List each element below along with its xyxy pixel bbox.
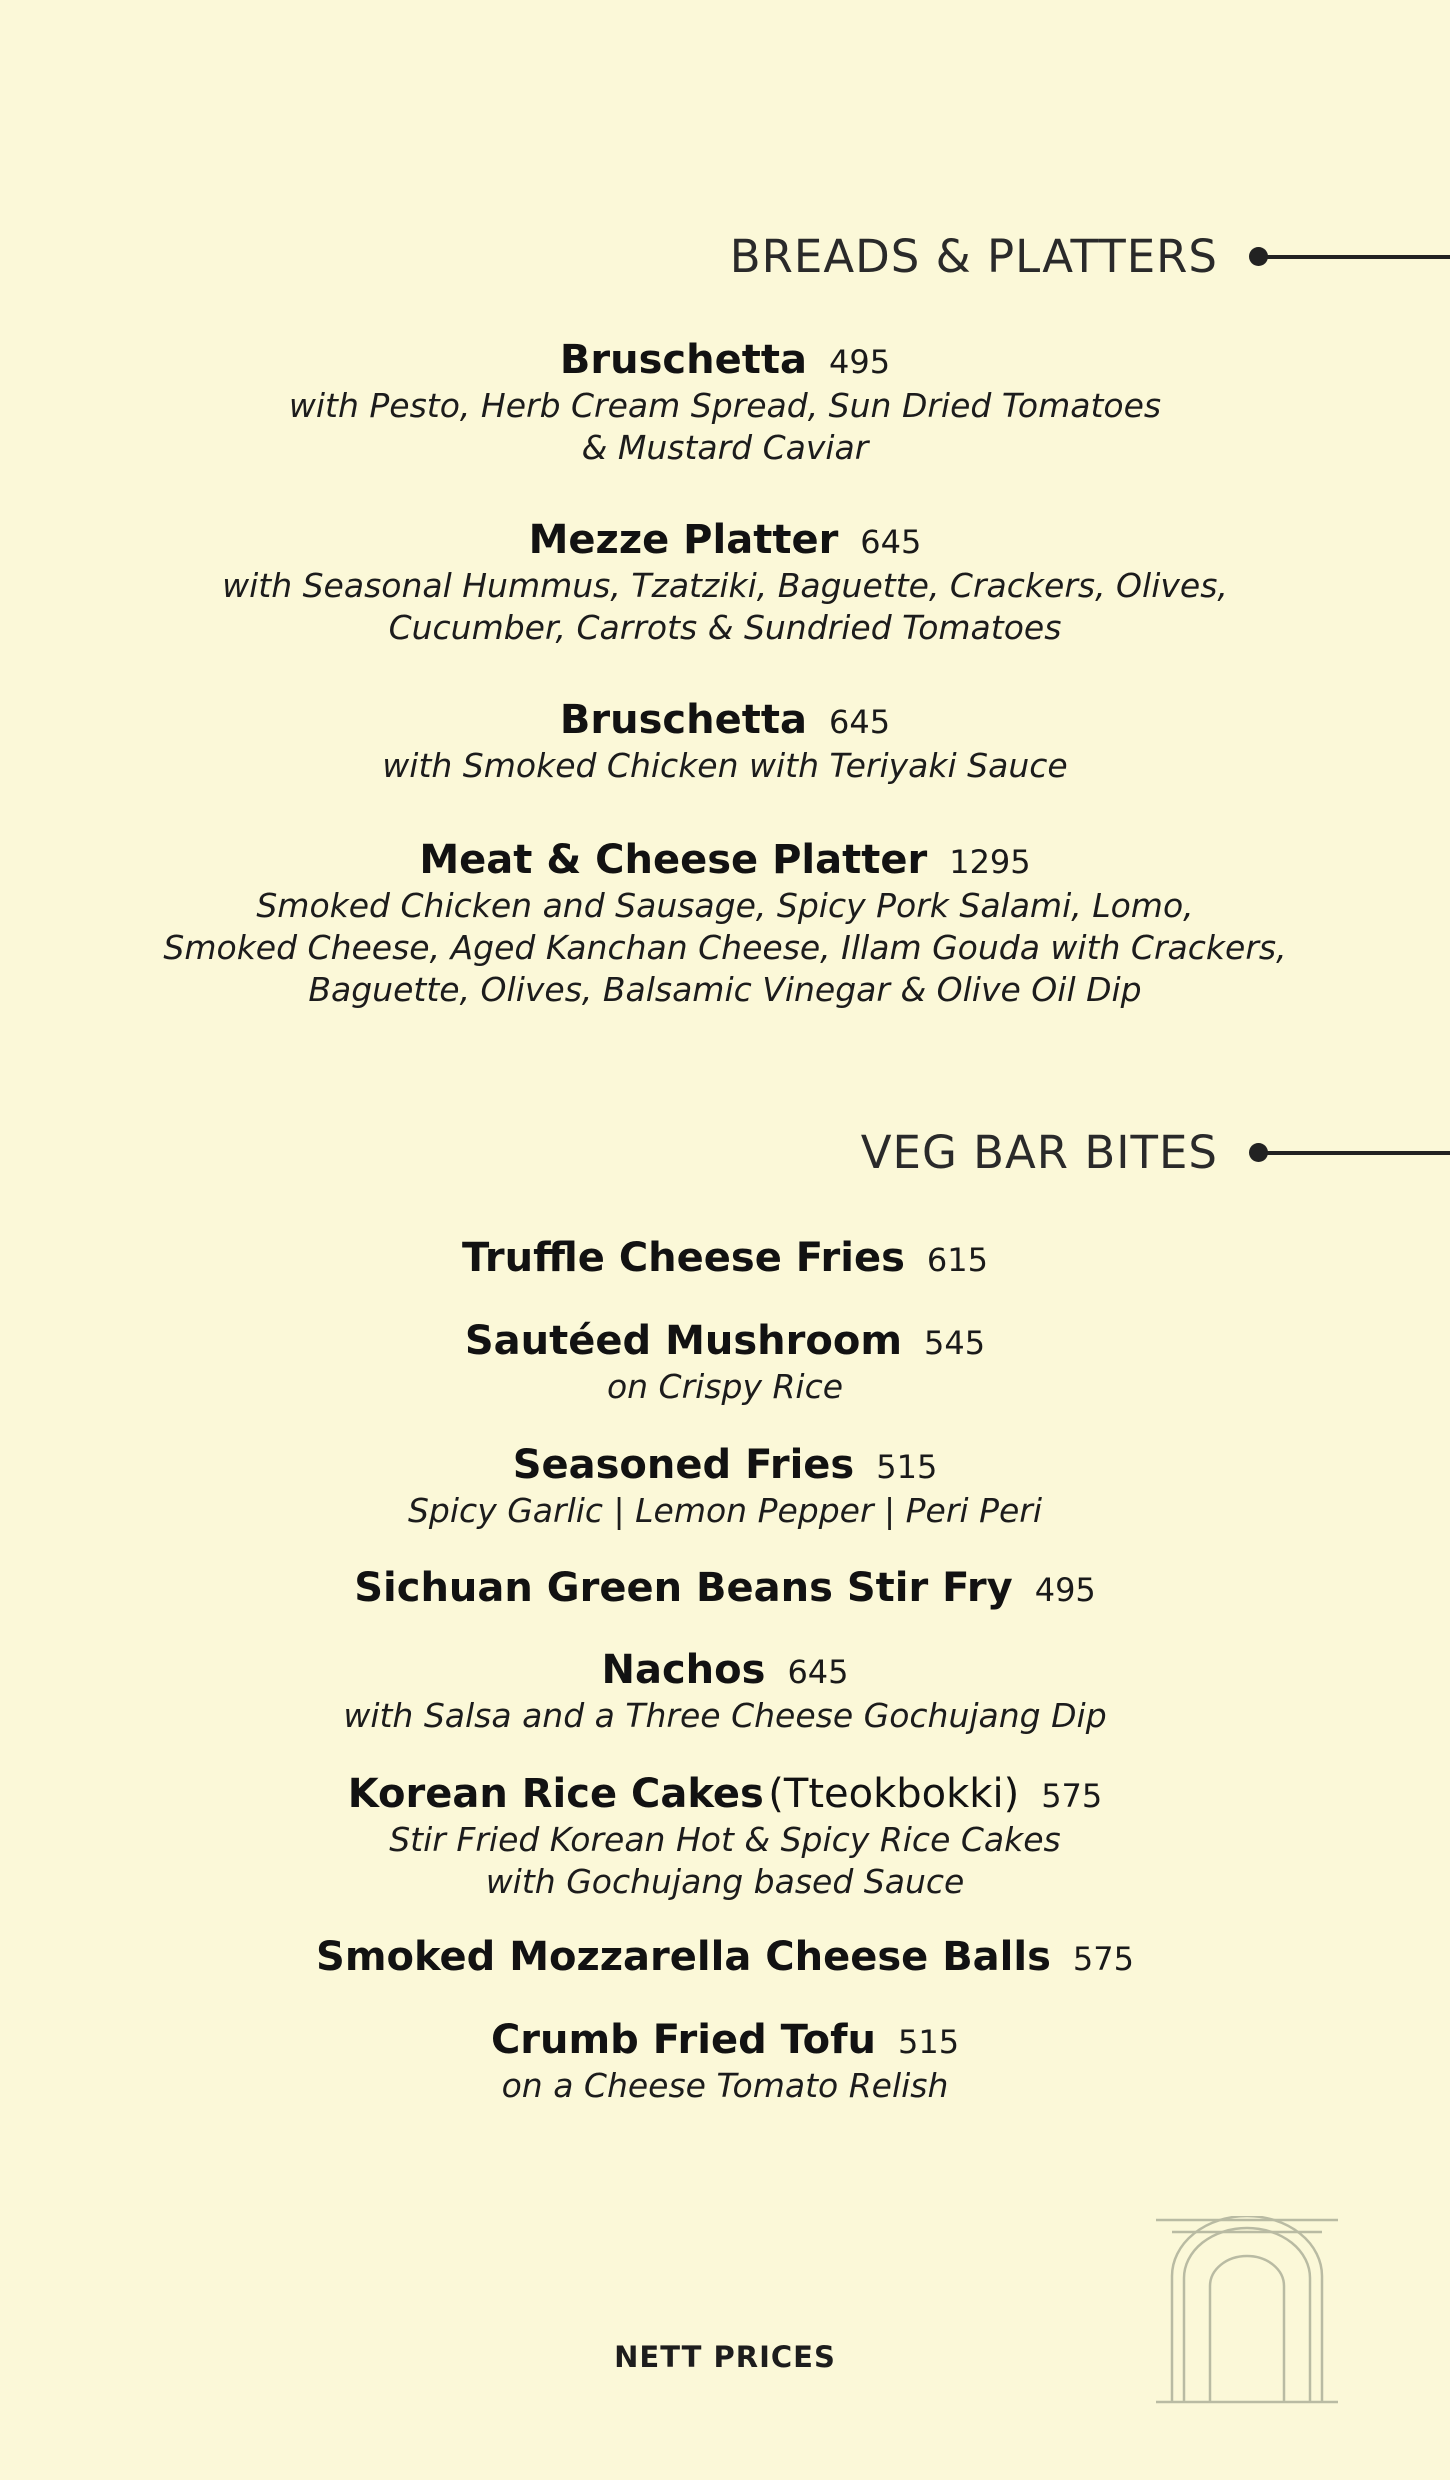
item-description-line: Stir Fried Korean Hot & Spicy Rice Cakes xyxy=(389,1820,1061,1859)
item-name: Bruschetta xyxy=(559,337,807,383)
section-header-breads-platters xyxy=(0,226,1450,286)
item-price: 615 xyxy=(926,1241,988,1279)
menu-item-bruschetta-645 xyxy=(0,696,1450,786)
item-description-line: Spicy Garlic | Lemon Pepper | Peri Peri xyxy=(407,1491,1043,1530)
item-name: Sautéed Mushroom xyxy=(464,1318,903,1364)
item-price: 645 xyxy=(828,703,891,741)
item-price: 515 xyxy=(897,2023,960,2061)
item-price: 575 xyxy=(1041,1777,1103,1815)
section-header-veg-bar-bites xyxy=(0,1122,1450,1182)
item-description-line: Smoked Chicken and Sausage, Spicy Pork Salami, Lomo, xyxy=(256,886,1194,925)
item-price: 495 xyxy=(1034,1571,1096,1609)
item-name: Meat & Cheese Platter xyxy=(419,837,928,883)
item-description-line: with Smoked Chicken with Teriyaki Sauce xyxy=(382,746,1068,785)
item-price: 515 xyxy=(876,1448,938,1486)
menu-item-mezze-platter xyxy=(0,516,1450,648)
menu-item-nachos xyxy=(0,1646,1450,1736)
item-name: Crumb Fried Tofu xyxy=(490,2017,876,2063)
section-title: VEG BAR BITES xyxy=(860,1126,1218,1179)
item-name-extra: (Tteokbokki) xyxy=(768,1771,1020,1817)
item-price: 645 xyxy=(860,523,922,561)
item-price: 645 xyxy=(787,1653,849,1691)
item-name: Sichuan Green Beans Stir Fry xyxy=(354,1565,1013,1611)
item-description-line: with Seasonal Hummus, Tzatziki, Baguette, Crackers, Olives, xyxy=(222,566,1228,605)
item-description-line: & Mustard Caviar xyxy=(581,428,869,467)
item-name: Seasoned Fries xyxy=(512,1442,855,1488)
item-name: Truffle Cheese Fries xyxy=(462,1235,905,1281)
item-description-line: Baguette, Olives, Balsamic Vinegar & Olive Oil Dip xyxy=(308,970,1142,1009)
item-name: Korean Rice Cakes xyxy=(347,1771,764,1817)
item-name: Nachos xyxy=(601,1647,766,1693)
item-name: Bruschetta xyxy=(559,697,807,743)
item-description-line: Cucumber, Carrots & Sundried Tomatoes xyxy=(388,608,1062,647)
menu-item-sichuan-green-beans xyxy=(0,1564,1450,1612)
item-price: 495 xyxy=(828,343,891,381)
menu-item-korean-rice-cakes xyxy=(0,1770,1450,1902)
item-description-line: with Gochujang based Sauce xyxy=(485,1862,965,1901)
item-description-line: with Pesto, Herb Cream Spread, Sun Dried Tomatoes xyxy=(288,386,1162,425)
arch-pillars-icon xyxy=(1152,2216,1342,2406)
item-name: Smoked Mozzarella Cheese Balls xyxy=(316,1934,1051,1980)
menu-item-smoked-mozzarella-balls xyxy=(0,1933,1450,1981)
menu-item-seasoned-fries xyxy=(0,1441,1450,1531)
menu-item-sauteed-mushroom xyxy=(0,1317,1450,1407)
item-description-line: on Crispy Rice xyxy=(606,1367,844,1406)
menu-item-crumb-fried-tofu xyxy=(0,2016,1450,2106)
item-price: 545 xyxy=(924,1324,986,1362)
section-divider-line xyxy=(1252,255,1450,259)
item-description-line: with Salsa and a Three Cheese Gochujang Dip xyxy=(343,1696,1107,1735)
item-price: 1295 xyxy=(949,843,1031,881)
nett-prices-note: NETT PRICES xyxy=(614,2340,836,2374)
section-title: BREADS & PLATTERS xyxy=(729,230,1218,283)
menu-item-meat-cheese-platter xyxy=(0,836,1450,1010)
item-description-line: Smoked Cheese, Aged Kanchan Cheese, Illam Gouda with Crackers, xyxy=(163,928,1287,967)
menu-item-truffle-cheese-fries xyxy=(0,1234,1450,1282)
item-price: 575 xyxy=(1072,1940,1134,1978)
menu-item-bruschetta-495 xyxy=(0,336,1450,468)
section-divider-line xyxy=(1252,1151,1450,1155)
item-description-line: on a Cheese Tomato Relish xyxy=(501,2066,949,2105)
item-name: Mezze Platter xyxy=(528,517,839,563)
